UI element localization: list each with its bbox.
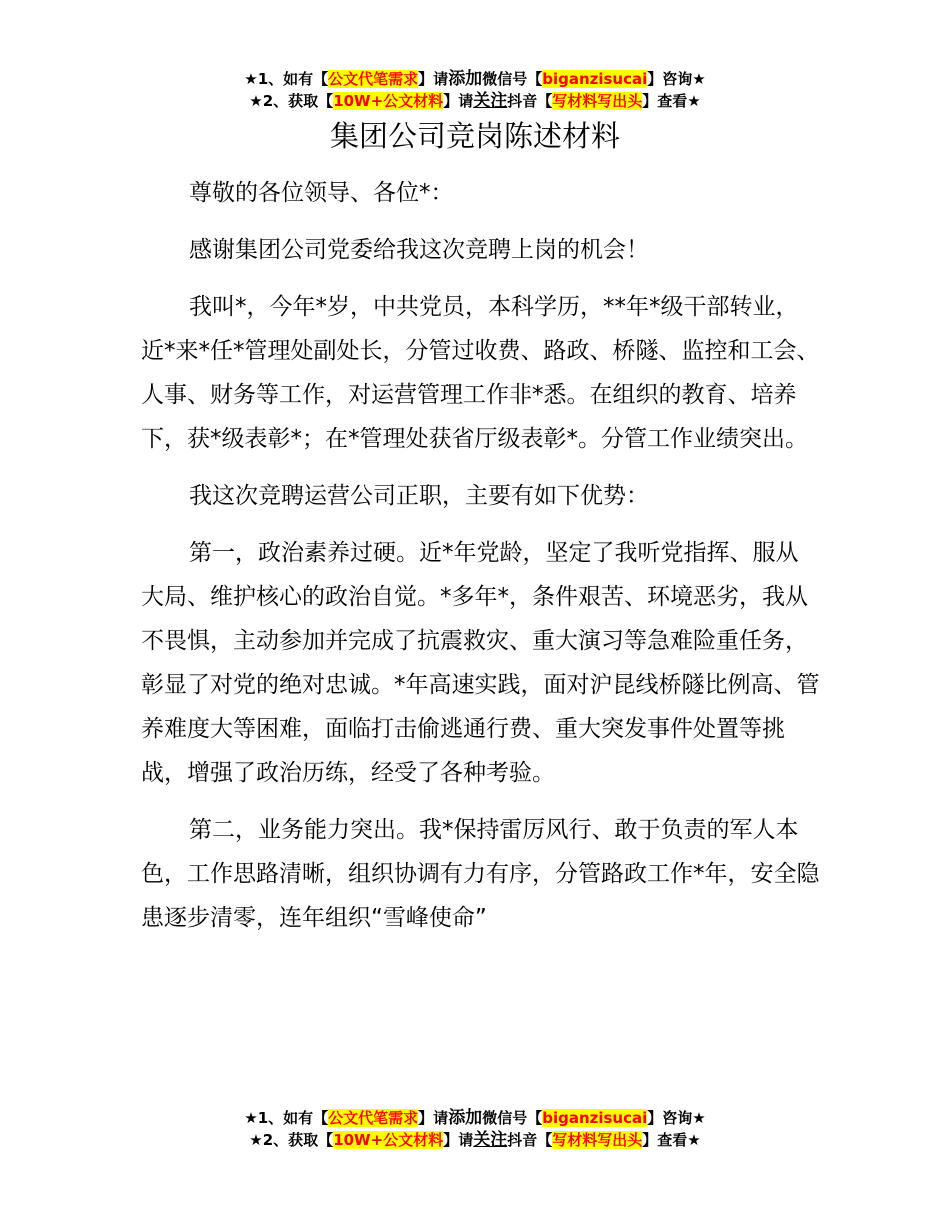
highlight-ghostwriting: 公文代笔需求 bbox=[328, 1109, 419, 1127]
paragraph-advantages-intro: 我这次竞聘运营公司正职，主要有如下优势： bbox=[189, 483, 649, 509]
paragraph-introduction: 我叫*，今年*岁，中共党员，本科学历，**年*级干部转业，近*来*任*管理处副处长，分管过收费、路政、桥隧、监控和工会、人事、财务等工作，对运营管理工作非*悉。在组织的教育、培养下，获*级表彰*；在*管理处获省厅级表彰*。分管工作业绩突出。 bbox=[141, 294, 820, 452]
promo-header bbox=[0, 68, 950, 112]
promo-line-1: ★1、如有【公文代笔需求】请添加微信号【biganzisucai】咨询★ bbox=[244, 1108, 706, 1128]
document-body bbox=[141, 171, 821, 953]
promo-line-2: ★2、获取【10W+公文材料】请关注抖音【写材料写出头】查看★ bbox=[249, 91, 701, 111]
paragraph-first-advantage: 第一，政治素养过硬。近*年党龄，坚定了我听党指挥、服从大局、维护核心的政治自觉。*多年*，条件艰苦、环境恶劣，我从不畏惧，主动参加并完成了抗震救灾、重大演习等急难险重任务，彰显了对党的绝对忠诚。*年高速实践，面对沪昆线桥隧比例高、管养难度大等困难，面临打击偷逃通行费、重大突发事件处置等挑战，增强了政治历练，经受了各种考验。 bbox=[141, 540, 820, 786]
paragraph-salutation: 尊敬的各位领导、各位*： bbox=[189, 180, 454, 206]
promo-footer bbox=[0, 1107, 950, 1151]
promo-line-2: ★2、获取【10W+公文材料】请关注抖音【写材料写出头】查看★ bbox=[249, 1130, 701, 1150]
document-title: 集团公司竞岗陈述材料 bbox=[329, 119, 620, 153]
paragraph-thanks: 感谢集团公司党委给我这次竞聘上岗的机会！ bbox=[189, 237, 649, 263]
highlight-douyin-account: 写材料写出头 bbox=[552, 1131, 643, 1149]
highlight-materials: 10W+公文材料 bbox=[333, 92, 444, 110]
highlight-ghostwriting: 公文代笔需求 bbox=[328, 70, 419, 88]
highlight-materials: 10W+公文材料 bbox=[333, 1131, 444, 1149]
highlight-wechat-id: biganzisucai bbox=[542, 1109, 648, 1127]
highlight-wechat-id: biganzisucai bbox=[542, 70, 648, 88]
promo-line-1: ★1、如有【公文代笔需求】请添加微信号【biganzisucai】咨询★ bbox=[244, 69, 706, 89]
highlight-douyin-account: 写材料写出头 bbox=[552, 92, 643, 110]
paragraph-second-advantage: 第二，业务能力突出。我*保持雷厉风行、敢于负责的军人本色，工作思路清晰，组织协调有力有序，分管路政工作*年，安全隐患逐步清零，连年组织“雪峰使命” bbox=[141, 817, 820, 931]
